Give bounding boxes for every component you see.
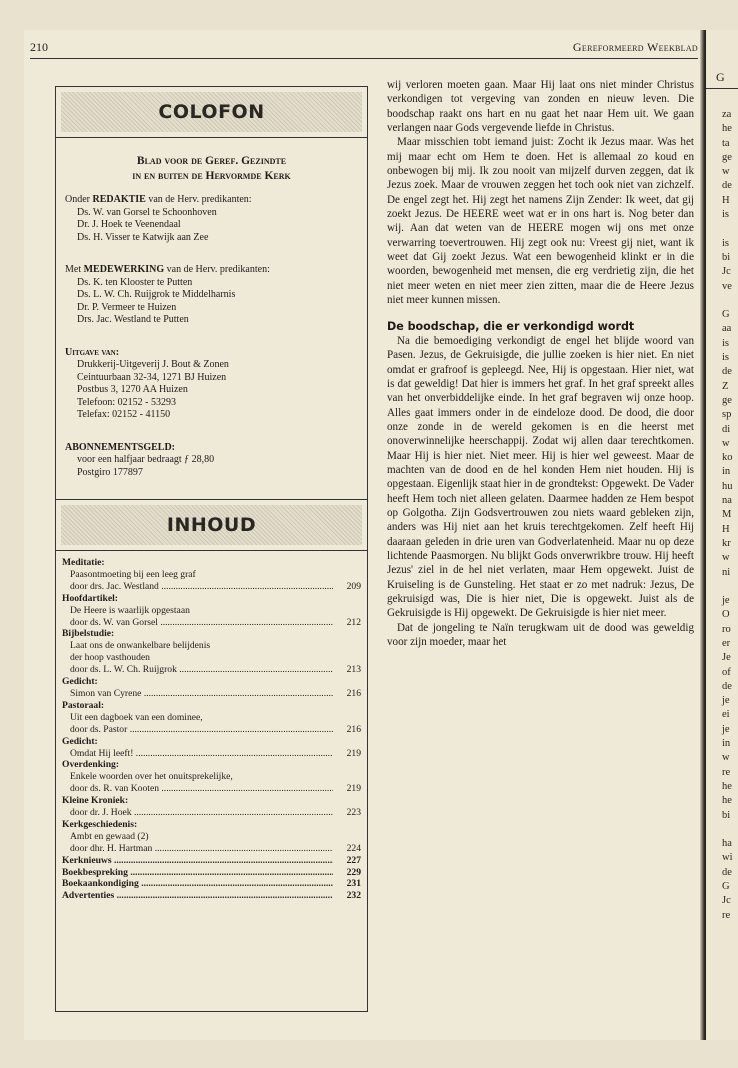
next-page-fragment: H bbox=[722, 194, 730, 206]
medewerking-intro-post: van de Herv. predikanten: bbox=[164, 264, 270, 275]
next-page-fragment: Jc bbox=[722, 266, 731, 278]
next-page-fragment: je bbox=[722, 695, 730, 707]
toc-entry-text: Kerknieuws ..... bbox=[62, 855, 333, 867]
redaktie-section bbox=[56, 194, 367, 499]
redaktie-intro-post: van de Herv. predikanten: bbox=[145, 194, 252, 205]
toc-page-number: 223 bbox=[346, 807, 361, 819]
toc-entry-text: door dhr. H. Hartman ..... bbox=[70, 843, 333, 855]
toc-entry-line bbox=[62, 640, 361, 652]
medewerking-member: Dr. P. Vermeer te Huizen bbox=[77, 301, 177, 313]
toc-entry-text: Omdat Hij leeft! ..... bbox=[70, 748, 333, 760]
redaktie-member: Ds. H. Visser te Katwijk aan Zee bbox=[77, 231, 209, 243]
toc-category: Kerkgeschiedenis: bbox=[62, 818, 138, 830]
medewerking-member: Ds. L. W. Ch. Ruijgrok te Middelharnis bbox=[77, 289, 236, 300]
page-header bbox=[30, 40, 698, 58]
next-page-fragment: O bbox=[722, 609, 730, 621]
next-page-rule bbox=[706, 88, 738, 89]
uitgave-line: Telefoon: 02152 - 53293 bbox=[77, 396, 177, 408]
header-rule bbox=[30, 58, 698, 59]
next-page-fragment: aa bbox=[722, 323, 732, 335]
toc-entry-text: door ds. R. van Kooten ..... bbox=[70, 783, 333, 795]
next-page-text-fragments bbox=[722, 108, 733, 923]
next-page-fragment: he bbox=[722, 123, 732, 135]
toc-entry bbox=[62, 783, 361, 795]
next-page-fragment bbox=[722, 294, 733, 308]
toc-entry bbox=[62, 724, 361, 736]
next-page-fragment: Jc bbox=[722, 895, 731, 907]
inhoud-title: INHOUD bbox=[166, 514, 257, 536]
article-subheading: De boodschap, die er verkondigd wordt bbox=[387, 319, 635, 333]
toc-category: Hoofdartikel: bbox=[62, 592, 118, 604]
next-page-fragment: re bbox=[722, 909, 731, 921]
toc-entry-text: door dr. J. Hoek ..... bbox=[70, 807, 333, 819]
medewerking-member: Ds. K. ten Klooster te Putten bbox=[77, 276, 193, 288]
toc-entry-text: Laat ons de onwankelbare belijdenis bbox=[70, 640, 211, 652]
next-page-fragment: de bbox=[722, 866, 732, 878]
toc-category: Bijbelstudie: bbox=[62, 628, 115, 640]
toc-entry-text: door ds. Pastor ..... bbox=[70, 724, 333, 736]
next-page-fragment: w bbox=[722, 437, 730, 449]
toc-category: Kleine Kroniek: bbox=[62, 795, 129, 807]
next-page-fragment: sp bbox=[722, 409, 732, 421]
toc-entry bbox=[62, 617, 361, 629]
uitgave-line: Telefax: 02152 - 41150 bbox=[77, 409, 171, 420]
toc-entry-line bbox=[62, 712, 361, 724]
toc-entry bbox=[62, 664, 361, 676]
next-page-fragment: je bbox=[722, 723, 730, 735]
toc-page-number: 224 bbox=[346, 842, 361, 854]
toc-page-number: 212 bbox=[346, 616, 361, 628]
next-page-fragment bbox=[722, 222, 733, 236]
next-page-fragment bbox=[722, 823, 733, 837]
next-page-fragment: hu bbox=[722, 480, 733, 492]
toc-entry-text: Enkele woorden over het onuitsprekelijke, bbox=[70, 771, 233, 783]
subtitle-line: in en buiten de Hervormde Kerk bbox=[132, 170, 291, 182]
toc-page-number: 216 bbox=[346, 687, 361, 699]
article-paragraph: Dat de jongeling te Naïn terugkwam uit de dood was geweldig voor zijn moeder, maar het bbox=[387, 621, 694, 649]
colofon-subtitle bbox=[56, 138, 367, 194]
colofon-banner bbox=[61, 92, 362, 132]
medewerking-intro-pre: Met bbox=[65, 264, 84, 275]
uitgave-line: Ceintuurbaan 32-34, 1271 BJ Huizen bbox=[77, 371, 227, 383]
next-page-fragment: ge bbox=[722, 151, 732, 163]
medewerking-member: Drs. Jac. Westland te Putten bbox=[77, 314, 189, 325]
next-page-fragment: w bbox=[722, 166, 730, 178]
toc-entry-text: door drs. Jac. Westland ..... bbox=[70, 581, 333, 593]
next-page-fragment: is bbox=[722, 352, 730, 364]
next-page-fragment: w bbox=[722, 552, 730, 564]
next-page-fragment: he bbox=[722, 780, 732, 792]
next-page-fragment: za bbox=[722, 109, 732, 120]
next-page-fragment: je bbox=[722, 595, 730, 607]
colofon-title: COLOFON bbox=[158, 101, 265, 123]
next-page-fragment: bi bbox=[722, 251, 731, 263]
toc-page-number: 219 bbox=[346, 783, 361, 795]
abonnement-heading: ABONNEMENTSGELD: bbox=[65, 441, 176, 453]
toc-entry-text: Uit een dagboek van een dominee, bbox=[70, 711, 203, 723]
toc-category: Pastoraal: bbox=[62, 699, 105, 711]
inhoud-banner bbox=[61, 505, 362, 545]
toc-entry-text: Ambt en gewaad (2) bbox=[70, 830, 149, 842]
toc-entry bbox=[62, 855, 361, 867]
next-page-fragment: M bbox=[722, 509, 732, 521]
toc-entry bbox=[62, 581, 361, 593]
toc-entry bbox=[62, 748, 361, 760]
page-number: 210 bbox=[30, 40, 48, 54]
toc-entry-text: Simon van Cyrene ..... bbox=[70, 688, 333, 700]
toc-entry-text: De Heere is waarlijk opgestaan bbox=[70, 604, 190, 616]
toc-entry-text: door ds. W. van Gorsel ..... bbox=[70, 617, 333, 629]
toc-entry bbox=[62, 688, 361, 700]
toc-entry bbox=[62, 843, 361, 855]
next-page-fragment: Je bbox=[722, 652, 731, 664]
publication-title: Gereformeerd Weekblad bbox=[572, 40, 698, 54]
next-page-fragment bbox=[722, 580, 733, 594]
next-page-fragment: he bbox=[722, 795, 732, 807]
toc-category: Gedicht: bbox=[62, 735, 98, 747]
toc-page-number: 219 bbox=[346, 747, 361, 759]
toc-entry-text: Advertenties ..... bbox=[62, 890, 333, 902]
toc-entry-text: door ds. L. W. Ch. Ruijgrok ..... bbox=[70, 664, 333, 676]
next-page-fragment: is bbox=[722, 237, 730, 249]
next-page-fragment: ei bbox=[722, 709, 730, 721]
toc-entry bbox=[62, 807, 361, 819]
toc-entry bbox=[62, 890, 361, 902]
toc-entry bbox=[62, 867, 361, 879]
abonnement-line: voor een halfjaar bedraagt ƒ 28,80 bbox=[77, 454, 215, 465]
next-page-fragment: bi bbox=[722, 809, 731, 821]
redaktie-member: Ds. W. van Gorsel te Schoonhoven bbox=[77, 206, 217, 218]
redaktie-intro-pre: Onder bbox=[65, 194, 93, 205]
next-page-fragment: de bbox=[722, 180, 732, 192]
next-page-fragment: ko bbox=[722, 452, 733, 464]
medewerking-intro bbox=[65, 264, 358, 277]
next-page-fragment: H bbox=[722, 523, 730, 535]
next-page-fragment: G bbox=[722, 309, 730, 321]
toc-page-number: 216 bbox=[346, 723, 361, 735]
toc-page-number: 209 bbox=[346, 580, 361, 592]
next-page-fragment: Z bbox=[722, 380, 729, 392]
toc-entry-line bbox=[62, 605, 361, 617]
uitgave-line: Drukkerij-Uitgeverij J. Bout & Zonen bbox=[77, 359, 229, 370]
next-page-fragment: ve bbox=[722, 280, 732, 292]
article-paragraph: wij verloren moeten gaan. Maar Hij laat ons niet minder Christus verkondigen tot vergeving van zonden en nieuw leven. Die boodschap raakt ons hart en nu gaat het naar Hem uit. We gaan verlangen naar Gods vergevende liefde in Christus. bbox=[387, 79, 694, 135]
toc-page-number: 229 bbox=[346, 866, 361, 878]
next-page-fragment: is bbox=[722, 337, 730, 349]
divider bbox=[56, 499, 367, 500]
next-page-edge bbox=[706, 30, 738, 1040]
subtitle-line: Blad voor de Geref. Gezindte bbox=[136, 155, 287, 167]
next-page-fragment: ni bbox=[722, 566, 731, 578]
toc-page-number: 232 bbox=[346, 890, 361, 902]
toc-entry-text: Paasontmoeting bij een leeg graf bbox=[70, 568, 196, 580]
redaktie-intro-bold: REDAKTIE bbox=[92, 194, 146, 205]
next-page-fragment: of bbox=[722, 666, 731, 678]
toc-entry-line bbox=[62, 652, 361, 664]
next-page-fragment: re bbox=[722, 766, 731, 778]
next-page-fragment: in bbox=[722, 466, 731, 478]
next-page-fragment: ha bbox=[722, 838, 732, 850]
next-page-fragment: in bbox=[722, 738, 731, 750]
uitgave-heading: Uitgave van: bbox=[65, 346, 120, 358]
toc-page-number: 231 bbox=[346, 878, 361, 890]
next-page-fragment: ro bbox=[722, 623, 731, 635]
next-page-fragment: de bbox=[722, 680, 732, 692]
toc-entry-line bbox=[62, 831, 361, 843]
next-page-fragment: ge bbox=[722, 394, 732, 406]
next-page-fragment: ta bbox=[722, 137, 730, 149]
next-page-fragment: na bbox=[722, 495, 732, 507]
redaktie-member: Dr. J. Hoek te Veenendaal bbox=[77, 219, 181, 230]
toc-category: Overdenking: bbox=[62, 759, 120, 771]
toc-entry-line bbox=[62, 771, 361, 783]
toc-category: Gedicht: bbox=[62, 676, 98, 688]
uitgave-line: Postbus 3, 1270 AA Huizen bbox=[77, 384, 188, 395]
toc-page-number: 227 bbox=[346, 854, 361, 866]
next-page-fragment: G bbox=[722, 881, 730, 893]
toc-entry-text: der hoop vasthouden bbox=[70, 652, 150, 664]
toc-entry-text: Boekaankondiging ..... bbox=[62, 878, 333, 890]
article-column bbox=[387, 78, 694, 649]
next-page-fragment: di bbox=[722, 423, 731, 435]
medewerking-intro-bold: MEDEWERKING bbox=[83, 264, 165, 275]
next-page-fragment: er bbox=[722, 637, 731, 649]
next-page-header: G bbox=[716, 70, 725, 84]
table-of-contents bbox=[56, 551, 367, 902]
article-paragraph: Maar misschien tobt iemand juist: Zocht ik Jezus maar. Was het mij maar echt om Hem te doen. Het is allemaal zo koud en onbewogen bij mij. Ik zou nooit van mijzelf durven zeggen, dat ik Jezus zoek. Maar de vrouwen zeggen het toch ook niet van zichzelf. De engel zegt het. Hij zegt het namens Zijn Zender: Ik weet, dat gij zoekt Jezus. De HEERE weet wat er in ons hart is. Nog beter dan wij. Aan dat weten van de HEERE mogen wij ons met onze verwarring toevertrouwen. Hij zegt ook nu: Vreest gij niet, want ik weet dat Gij zoekt Jezus. Wat een bewogenheid klinkt er in die woorden, bewogenheid met mensen, die erg verdrietig zijn, die het niet meer weten en niet meer zien zitten, maar die de Heere Jezus niet meer kunnen missen. bbox=[387, 136, 694, 307]
next-page-fragment: kr bbox=[722, 537, 731, 549]
redaktie-intro bbox=[65, 194, 358, 207]
next-page-fragment: de bbox=[722, 366, 732, 378]
toc-entry-line bbox=[62, 569, 361, 581]
abonnement-line: Postgiro 177897 bbox=[77, 466, 143, 478]
toc-page-number: 213 bbox=[346, 664, 361, 676]
colofon-inhoud-box bbox=[55, 86, 368, 1012]
next-page-fragment: wi bbox=[722, 852, 733, 864]
toc-entry bbox=[62, 878, 361, 890]
toc-category: Meditatie: bbox=[62, 557, 105, 568]
next-page-fragment: is bbox=[722, 209, 730, 221]
toc-entry-text: Boekbespreking ..... bbox=[62, 867, 333, 879]
article-paragraph: Na die bemoediging verkondigt de engel het blijde woord van Pasen. Jezus, de Gekruisigde, die jullie zoeken is hier niet. En niet omdat er grafroof is gepleegd. Nee, Hij is opgestaan. Hier niet, wat is dat geweldig! Dat hier is immers het graf. In het graf spreekt alles van het onverbiddelijke einde. In het graf begraven wij onze hoop. Alles gaat immers onder in de eindeloze dood. De dood, die door onze zonde in de wereld gekomen is en die heerst met onoverwinnelijke heerschappij. Zodat wij allen daar terechtkomen. Maar Hij is hier niet. Niet meer. Hij is hier wel geweest. Maar de machten van de dood en de hel konden Hem niet houden. Hij is opgestaan. Eigenlijk staat hier in de grondtekst: Opgewekt. De Vader heeft Hem toch niet alleen gelaten. Daarmee hadden ze Hem bespot op Golgotha. Zijn Godsvertrouwen zou niets waard gebleken zijn, anders was Hij niet aan het kruis terechtgekomen. Zelf heeft Hij daaraan geleden in drie uren van Godverlatenheid. Maar nu op deze lichtende Paasmorgen. Nu blijkt Gods onverwrikbre trouw. Hij heeft Jezus' ziel in de hel niet verlaten, maar Hem opgewekt. Juist de Kruiseling is de Gunsteling. Het staat er zo met nadruk: Jezus, De gekruisigd was, Die is hier niet, Die is opgewekt. Juist als de Gekruisigde is Hij opgewekt. De Gekruisigde is hier niet meer. bbox=[387, 334, 694, 620]
next-page-fragment: w bbox=[722, 752, 730, 764]
